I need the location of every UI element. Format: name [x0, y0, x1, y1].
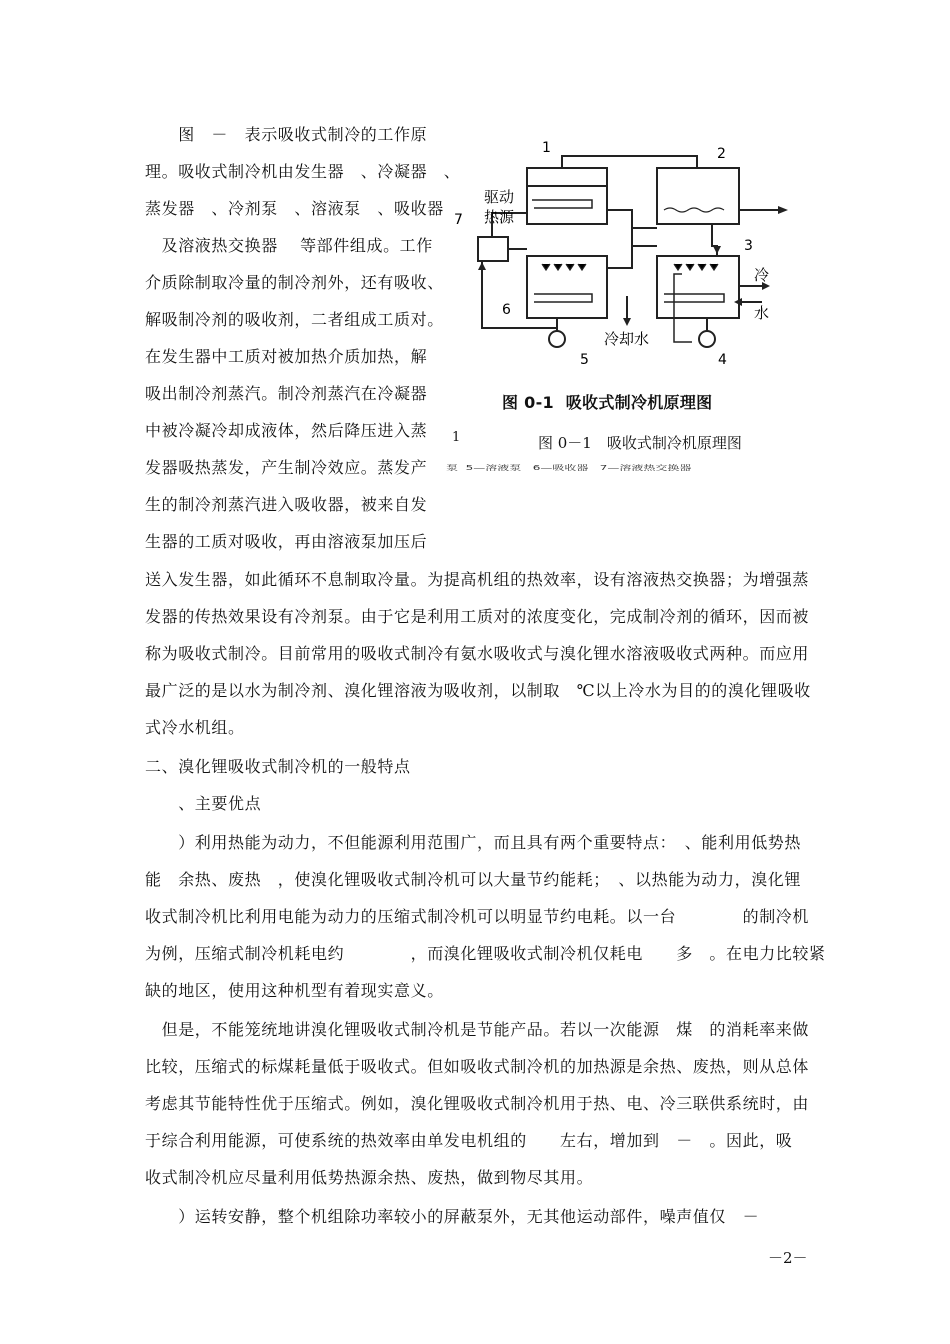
paragraph-line: ）运转安静，整个机组除功率较小的屏蔽泵外，无其他运动部件，噪声值仅 － [145, 1207, 760, 1226]
label-3: 3 [744, 238, 753, 254]
condenser-box [657, 168, 739, 224]
paragraph-line: 缺的地区，使用这种机型有着现实意义。 [145, 981, 444, 1000]
paragraph-line: 、主要优点 [145, 794, 262, 813]
refrigerant-pump-4 [699, 331, 715, 347]
paragraph-line: 收式制冷机比利用电能为动力的压缩式制冷机可以明显节约电耗。以一台 的制冷机 [145, 907, 810, 926]
paragraph-line: 最广泛的是以水为制冷剂、溴化锂溶液为吸收剂，以制取 ℃以上冷水为目的的溴化锂吸收 [145, 681, 811, 700]
label-cold-water-1: 冷 [754, 266, 770, 284]
paragraph-line: 中被冷凝冷却成液体，然后降压进入蒸 [145, 421, 428, 440]
paragraph-line: 介质除制取冷量的制冷剂外，还有吸收、 [145, 273, 444, 292]
figure-legend-fragment: 泵 5—溶液泵 6—吸收器 7—溶液热交换器 [446, 464, 692, 472]
page-number: －2－ [768, 1249, 808, 1267]
label-2: 2 [717, 146, 726, 162]
diagram-svg [442, 118, 812, 418]
paragraph-line: 蒸发器 、冷剂泵 、溶液泵 、吸收器 [145, 199, 444, 218]
paragraph-line: 生器的工质对吸收，再由溶液泵加压后 [145, 532, 428, 551]
paragraph-line: 二、溴化锂吸收式制冷机的一般特点 [145, 757, 411, 776]
figure-side-number: 1 [452, 430, 461, 445]
label-5: 5 [580, 352, 589, 368]
paragraph-line: 称为吸收式制冷。目前常用的吸收式制冷有氨水吸收式与溴化锂水溶液吸收式两种。而应用 [145, 644, 810, 663]
evaporator-box [657, 256, 739, 318]
paragraph-line: 为例，压缩式制冷机耗电约 ，而溴化锂吸收式制冷机仅耗电 多 。在电力比较紧 [145, 944, 826, 963]
paragraph-line: 但是，不能笼统地讲溴化锂吸收式制冷机是节能产品。若以一次能源 煤 的消耗率来做 [145, 1020, 810, 1039]
figure-caption-printed: 图 0-1 吸收式制冷机原理图 [502, 393, 713, 412]
paragraph-line: 理。吸收式制冷机由发生器 、冷凝器 、 [145, 162, 461, 181]
paragraph-line: 吸出制冷剂蒸汽。制冷剂蒸汽在冷凝器 [145, 384, 428, 403]
absorption-chiller-diagram [442, 118, 812, 488]
paragraph-line: 考虑其节能特性优于压缩式。例如，溴化锂吸收式制冷机用于热、电、冷三联供系统时，由 [145, 1094, 810, 1113]
paragraph-line: 发器吸热蒸发，产生制冷效应。蒸发产 [145, 458, 428, 477]
label-drive-heat-1: 驱动 [484, 188, 515, 206]
figure-caption: 图 0－1 吸收式制冷机原理图 [538, 434, 742, 452]
paragraph-line: 于综合利用能源，可使系统的热效率由单发电机组的 左右，增加到 － 。因此，吸 [145, 1131, 793, 1150]
heat-exchanger-box [478, 237, 508, 261]
paragraph-line: 发器的传热效果设有冷剂泵。由于它是利用工质对的浓度变化，完成制冷剂的循环，因而被 [145, 607, 810, 626]
paragraph-line: 图 － 表示吸收式制冷的工作原 [145, 125, 428, 144]
generator-box [527, 168, 607, 224]
paragraph-line: 在发生器中工质对被加热介质加热，解 [145, 347, 428, 366]
label-1: 1 [542, 140, 551, 156]
paragraph-line: 及溶液热交换器 等部件组成。工作 [145, 236, 433, 255]
label-drive-heat-2: 热源 [484, 208, 515, 226]
paragraph-line: 能 余热、废热 ，使溴化锂吸收式制冷机可以大量节约能耗； 、以热能为动力，溴化锂 [145, 870, 802, 889]
paragraph-line: 收式制冷机应尽量利用低势热源余热、废热，做到物尽其用。 [145, 1168, 594, 1187]
paragraph-line: 比较，压缩式的标煤耗量低于吸收式。但如吸收式制冷机的加热源是余热、废热，则从总体 [145, 1057, 810, 1076]
paragraph-line: 式冷水机组。 [145, 718, 245, 737]
label-7: 7 [454, 212, 463, 228]
label-6: 6 [502, 302, 511, 318]
paragraph-line: 解吸制冷剂的吸收剂，二者组成工质对。 [145, 310, 444, 329]
solution-pump-5 [549, 331, 565, 347]
label-cold-water-2: 水 [754, 304, 770, 322]
label-4: 4 [718, 352, 727, 368]
paragraph-line: ）利用热能为动力，不但能源利用范围广，而且具有两个重要特点： 、能利用低势热 [145, 833, 802, 852]
paragraph-line: 生的制冷剂蒸汽进入吸收器，被来自发 [145, 495, 428, 514]
paragraph-line: 送入发生器，如此循环不息制取冷量。为提高机组的热效率，设有溶液热交换器；为增强蒸 [145, 570, 810, 589]
label-cooling-water: 冷却水 [604, 330, 650, 348]
